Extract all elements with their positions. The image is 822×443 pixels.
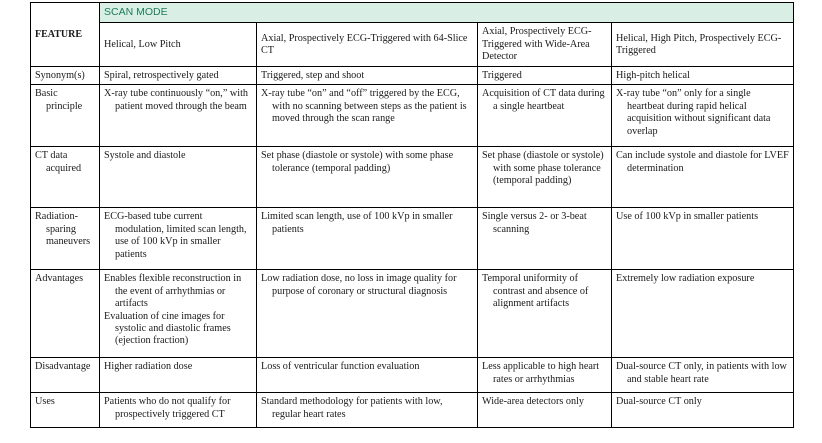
table-cell bbox=[100, 393, 257, 428]
table-cell bbox=[612, 358, 794, 393]
table-row bbox=[31, 85, 794, 147]
table-cell bbox=[257, 147, 478, 208]
table-cell bbox=[257, 393, 478, 428]
table-cell bbox=[100, 147, 257, 208]
cell-text: Enables flexible reconstruction in the event of arrhythmias or artifacts bbox=[104, 273, 242, 310]
table-cell bbox=[478, 270, 612, 358]
feature-header: FEATURE bbox=[31, 3, 100, 67]
table-row bbox=[31, 208, 794, 270]
cell-text: Loss of ventricular function evaluation bbox=[261, 361, 420, 373]
cell-text: Limited scan length, use of 100 kVp in smaller patients bbox=[261, 211, 453, 235]
cell-text: Standard methodology for patients with low, regular heart rates bbox=[261, 396, 443, 420]
table-cell bbox=[478, 393, 612, 428]
table-cell bbox=[257, 208, 478, 270]
table-cell bbox=[257, 358, 478, 393]
feature-cell-radiation-sparing bbox=[31, 208, 100, 270]
feature-cell-ct-data-acquired bbox=[31, 147, 100, 208]
cell-text: Temporal uniformity of contrast and absence of alignment artifacts bbox=[482, 273, 589, 310]
table-cell bbox=[612, 85, 794, 147]
scan-mode-header-row bbox=[31, 3, 794, 23]
cell-text: X-ray tube continuously “on,” with patient moved through the beam bbox=[104, 88, 249, 112]
table-row bbox=[31, 270, 794, 358]
feature-cell-basic-principle bbox=[31, 85, 100, 147]
table-cell: High-pitch helical bbox=[612, 67, 794, 85]
cell-text: Systole and diastole bbox=[104, 150, 186, 162]
cell-text: ECG-based tube current modulation, limited scan length, use of 100 kVp in smaller patients bbox=[104, 211, 247, 260]
table-cell bbox=[257, 270, 478, 358]
feature-label: Radiation-sparing maneuvers bbox=[35, 211, 91, 248]
column-header-axial-64-slice: Axial, Prospectively ECG-Triggered with 64-Slice CT bbox=[257, 23, 478, 67]
table-cell: Triggered bbox=[478, 67, 612, 85]
cell-text: Patients who do not qualify for prospectively triggered CT bbox=[104, 396, 231, 420]
table-row bbox=[31, 358, 794, 393]
feature-cell-synonyms: Synonym(s) bbox=[31, 67, 100, 85]
cell-text: Less applicable to high heart rates or arrhythmias bbox=[482, 361, 600, 385]
column-header-helical-high-pitch: Helical, High Pitch, Prospectively ECG-Triggered bbox=[612, 23, 794, 67]
table-cell bbox=[478, 208, 612, 270]
feature-cell-uses: Uses bbox=[31, 393, 100, 428]
table-row bbox=[31, 67, 794, 85]
cell-text: Dual-source CT only bbox=[616, 396, 702, 408]
cell-text: Set phase (diastole or systole) with some phase tolerance (temporal padding) bbox=[261, 150, 454, 174]
cell-text: Extremely low radiation exposure bbox=[616, 273, 755, 285]
table-cell bbox=[612, 147, 794, 208]
table-cell bbox=[612, 393, 794, 428]
table-cell bbox=[478, 358, 612, 393]
cell-text: Wide-area detectors only bbox=[482, 396, 584, 408]
cell-text: Evaluation of cine images for systolic and diastolic frames (ejection fraction) bbox=[104, 310, 231, 347]
feature-label: Basic principle bbox=[35, 88, 83, 112]
cell-text: X-ray tube “on” only for a single heartbeat during rapid helical acquisition without significant data overlap bbox=[616, 88, 771, 137]
table-row bbox=[31, 147, 794, 208]
table-cell bbox=[257, 85, 478, 147]
column-header-row bbox=[31, 23, 794, 67]
cell-text: X-ray tube “on” and “off” triggered by the ECG, with no scanning between steps as the patient is moved through the scan range bbox=[261, 88, 467, 125]
table-cell bbox=[612, 270, 794, 358]
cell-text: Use of 100 kVp in smaller patients bbox=[616, 211, 759, 223]
column-header-helical-low-pitch: Helical, Low Pitch bbox=[100, 23, 257, 67]
cell-text: Dual-source CT only, in patients with low and stable heart rate bbox=[616, 361, 787, 385]
table-cell bbox=[478, 85, 612, 147]
table-cell bbox=[612, 208, 794, 270]
table-row bbox=[31, 393, 794, 428]
scan-mode-header: SCAN MODE bbox=[100, 3, 794, 23]
cell-text: Low radiation dose, no loss in image quality for purpose of coronary or structural diagnosis bbox=[261, 273, 457, 297]
cell-text: Higher radiation dose bbox=[104, 361, 193, 373]
cell-text: Single versus 2- or 3-beat scanning bbox=[482, 211, 587, 235]
table-cell bbox=[100, 270, 257, 358]
feature-cell-disadvantage: Disadvantage bbox=[31, 358, 100, 393]
feature-cell-advantages: Advantages bbox=[31, 270, 100, 358]
table-cell bbox=[100, 208, 257, 270]
table-cell: Triggered, step and shoot bbox=[257, 67, 478, 85]
cell-text: Set phase (diastole or systole) with some phase tolerance (temporal padding) bbox=[482, 150, 604, 187]
feature-label: CT data acquired bbox=[35, 150, 82, 174]
scan-mode-comparison-table bbox=[30, 2, 794, 428]
table-cell: Spiral, retrospectively gated bbox=[100, 67, 257, 85]
cell-text: Can include systole and diastole for LVEF determination bbox=[616, 150, 789, 174]
table-cell bbox=[478, 147, 612, 208]
cell-text: Acquisition of CT data during a single heartbeat bbox=[482, 88, 605, 112]
table-cell bbox=[100, 358, 257, 393]
table-cell bbox=[100, 85, 257, 147]
column-header-axial-wide-area: Axial, Prospectively ECG-Triggered with Wide-Area Detector bbox=[478, 23, 612, 67]
